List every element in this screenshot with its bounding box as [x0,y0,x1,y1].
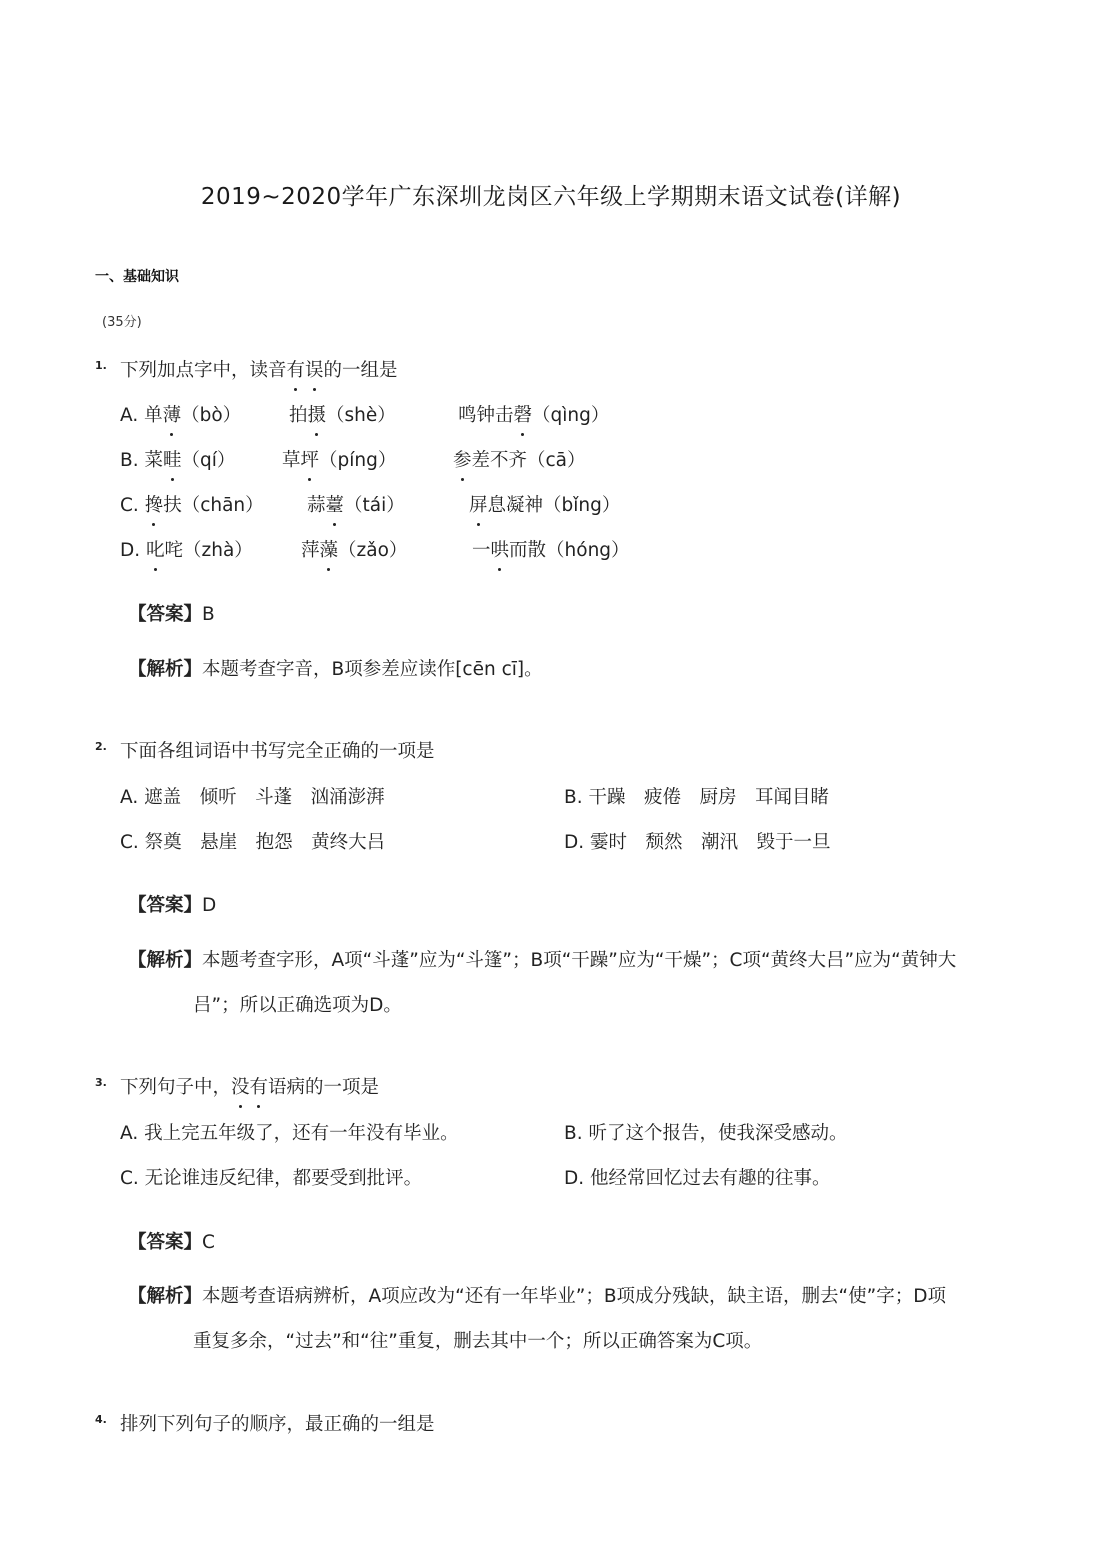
q2-option-b: B. 干躁 疲倦 厨房 耳闻目睹 [564,787,829,808]
q3-option-b: B. 听了这个报告，使我深受感动。 [564,1123,848,1144]
q1-option-d-word-3: 一哄而散（hóng） [472,540,630,561]
q1-option-b: B. 菜畦（qí） [120,450,236,471]
q2-analysis-continued: 吕”；所以正确选项为D。 [193,995,402,1016]
q2-analysis: 【解析】本题考查字形，A项“斗蓬”应为“斗篷”；B项“干躁”应为“干燥”；C项“黄终大吕”应为“黄钟大 [128,950,957,971]
q1-option-d-word-2: 萍藻（zǎo） [301,540,408,561]
question-2-number: 2. [95,740,107,753]
q3-option-d: D. 他经常回忆过去有趣的往事。 [564,1168,831,1189]
question-4-number: 4. [95,1413,107,1426]
q3-analysis: 【解析】本题考查语病辨析，A项应改为“还有一年毕业”；B项成分残缺，缺主语，删去“使”字；D项 [128,1286,946,1307]
q3-option-a: A. 我上完五年级了，还有一年没有毕业。 [120,1123,459,1144]
question-3-stem: 下列句子中，没有语病的一项是 [120,1077,380,1098]
section-score: (35分) [102,315,142,330]
q1-option-d: D. 叱咤（zhà） [120,540,253,561]
q3-option-c: C. 无论谁违反纪律，都要受到批评。 [120,1168,423,1189]
q1-option-c-word-2: 蒜薹（tái） [307,495,405,516]
q3-analysis-continued: 重复多余，“过去”和“往”重复，删去其中一个；所以正确答案为C项。 [193,1331,763,1352]
q1-analysis: 【解析】本题考查字音，B项参差应读作[cēn cī]。 [128,659,543,680]
q1-option-a-word-2: 拍摄（shè） [289,405,396,426]
q1-answer: 【答案】B [128,604,215,625]
q1-option-a: A. 单薄（bò） [120,405,242,426]
q2-option-d: D. 霎时 颓然 潮汛 毁于一旦 [564,832,831,853]
q2-option-a: A. 遮盖 倾听 斗蓬 汹涌澎湃 [120,787,385,808]
q1-option-b-word-3: 参差不齐（cā） [453,450,586,471]
q1-option-b-word-2: 草坪（píng） [282,450,397,471]
q1-option-a-word-3: 鸣钟击磬（qìng） [458,405,610,426]
question-3-number: 3. [95,1076,107,1089]
question-4-stem: 排列下列句子的顺序，最正确的一组是 [120,1414,435,1435]
question-2-stem: 下面各组词语中书写完全正确的一项是 [120,741,435,762]
q2-option-c: C. 祭奠 悬崖 抱怨 黄终大吕 [120,832,386,853]
q1-option-c-word-3: 屏息凝神（bǐng） [469,495,621,516]
question-1-number: 1. [95,359,107,372]
section-title: 一、基础知识 [95,269,179,285]
q1-option-c: C. 搀扶（chān） [120,495,264,516]
q2-answer: 【答案】D [128,895,217,916]
q3-answer: 【答案】C [128,1232,215,1253]
question-1-stem: 下列加点字中，读音有误的一组是 [120,360,398,381]
page-title: 2019~2020学年广东深圳龙岗区六年级上学期期末语文试卷(详解) [200,184,902,210]
